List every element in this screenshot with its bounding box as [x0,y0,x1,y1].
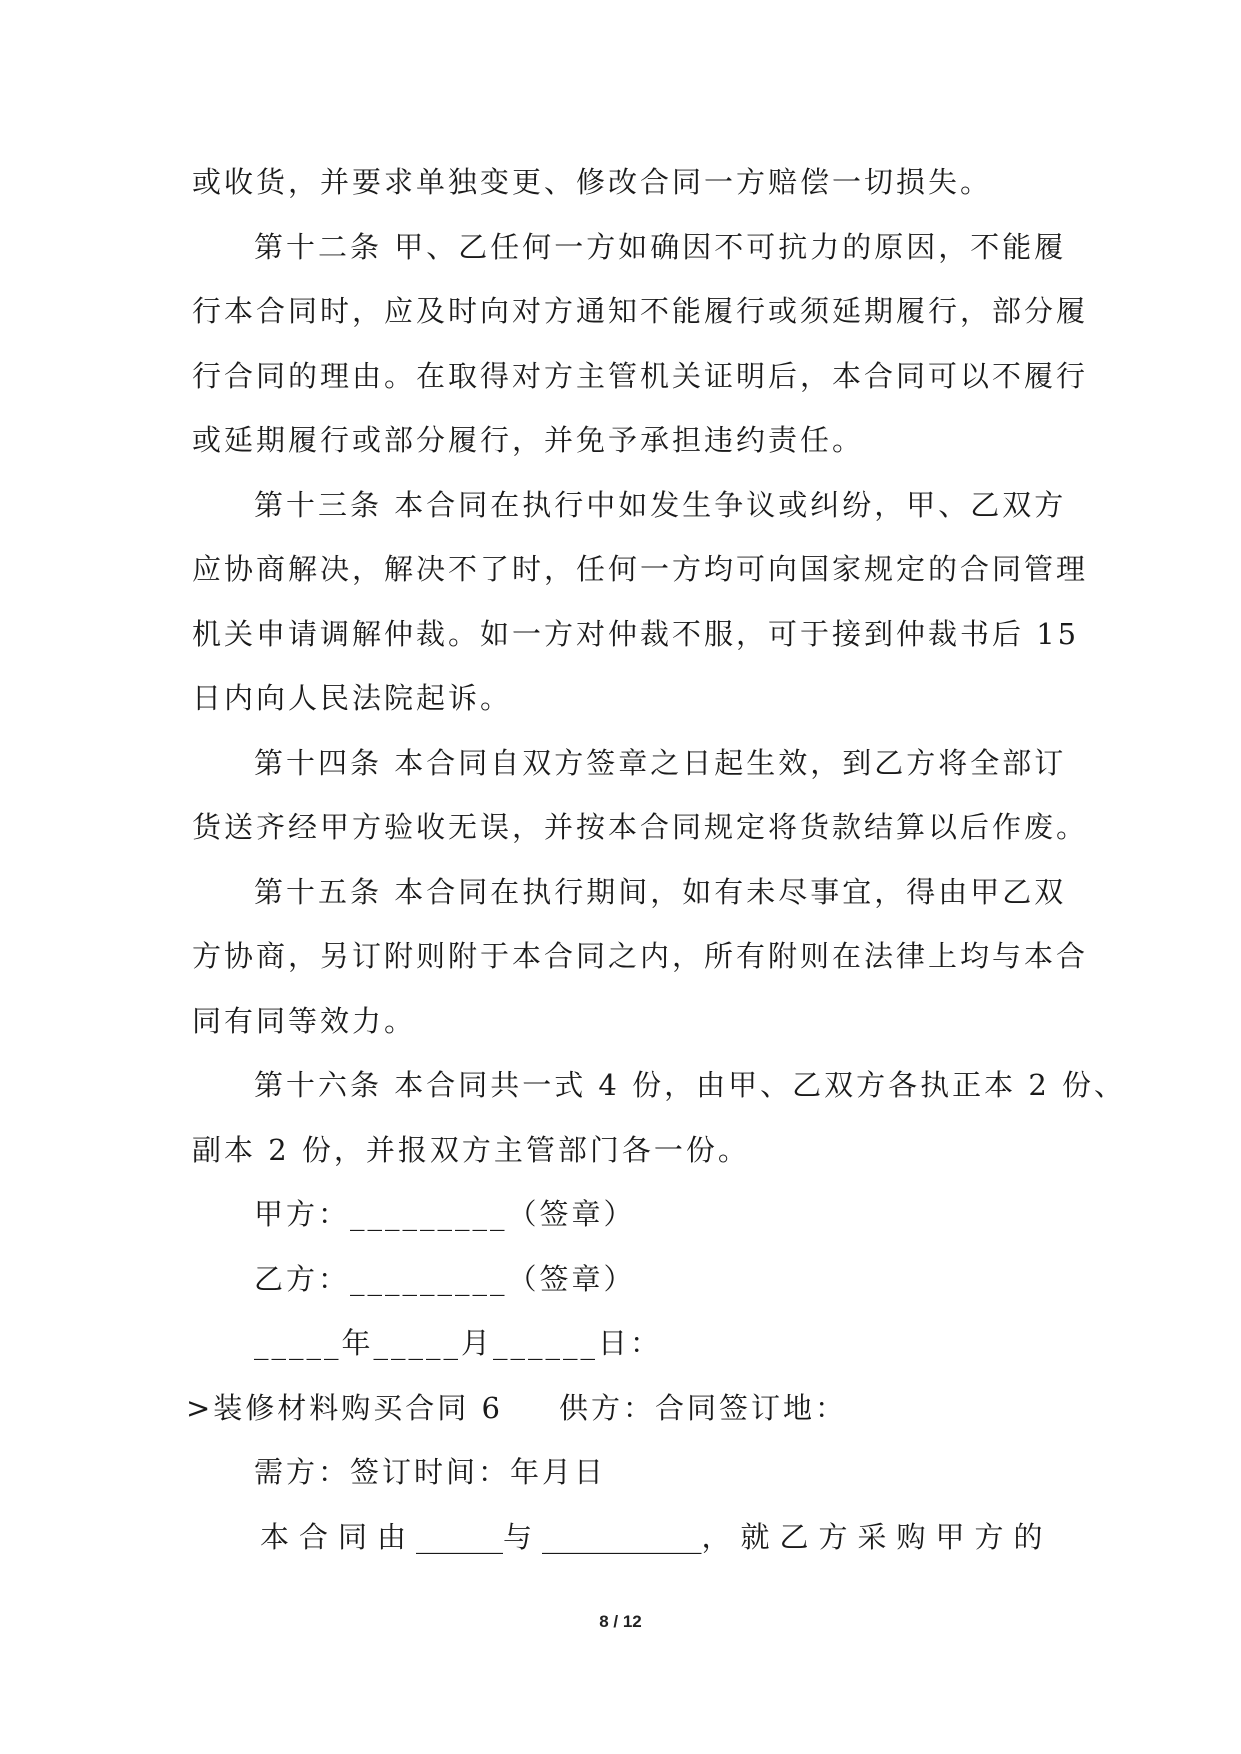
party-b-seal: （签章） [507,1261,636,1296]
paragraph-line: 方协商，另订附则附于本合同之内，所有附则在法律上均与本合 [192,939,1089,973]
clause-16-line: 第十六条 本合同共一式 4 份，由甲、乙双方各执正本 2 份、 [254,1068,1126,1102]
supplier-label: 供方：合同签订地： [558,1390,847,1425]
party-b-blank: _________ [350,1261,508,1296]
party-a-blank: _________ [350,1197,508,1231]
party-b-signature-line [192,1247,1072,1312]
paragraph-line: 或收货，并要求单独变更、修改合同一方赔偿一切损失。 [192,165,993,199]
page-number: 8 / 12 [599,1612,642,1631]
paragraph-line: 应协商解决，解决不了时，任何一方均可向国家规定的合同管理 [192,552,1089,586]
demander-line: 需方：签订时间：年月日 [254,1455,607,1489]
paragraph-line: 副本 2 份，并报双方主管部门各一份。 [192,1132,750,1167]
paragraph-line: 同有同等效力。 [192,1003,417,1038]
intro-line [192,1505,1072,1570]
clause-15-line: 第十五条 本合同在执行期间，如有未尽事宜，得由甲乙双 [254,874,1067,909]
clause-13-line: 第十三条 本合同在执行中如发生争议或纠纷，甲、乙双方 [254,487,1067,522]
intro-suffix: ，就乙方采购甲方的 [701,1519,1053,1554]
paragraph-line: 货送齐经甲方验收无误，并按本合同规定将货款结算以后作废。 [192,810,1089,844]
intro-mid: 与 [503,1519,543,1554]
day-label: 日： [598,1326,663,1360]
paragraph-line: 日内向人民法院起诉。 [192,681,513,715]
party-a-label: 甲方： [254,1197,351,1231]
month-blank: _____ [373,1326,462,1360]
year-blank: _____ [254,1326,342,1360]
party-a-signature-line [192,1182,1072,1247]
contract-body [186,150,1126,1569]
month-label: 月 [461,1326,494,1360]
next-contract-heading [186,1376,1072,1441]
clause-14-line: 第十四条 本合同自双方签章之日起生效，到乙方将全部订 [254,745,1067,780]
paragraph-line: 行本合同时，应及时向对方通知不能履行或须延期履行，部分履 [192,294,1089,328]
clause-12-line: 第十二条 甲、乙任何一方如确因不可抗力的原因，不能履 [254,229,1067,264]
paragraph-line: 机关申请调解仲裁。如一方对仲裁不服，可于接到仲裁书后 15 [192,616,1080,651]
day-blank: ______ [493,1326,599,1360]
intro-blank-1: ______ [416,1519,504,1554]
intro-prefix: 本合同由 [260,1519,417,1554]
party-b-label: 乙方： [254,1261,351,1296]
next-contract-title: >装修材料购买合同 6 [186,1390,503,1425]
paragraph-line: 行合同的理由。在取得对方主管机关证明后，本合同可以不履行 [192,358,1089,393]
party-a-seal: （签章） [507,1197,636,1231]
paragraph-line: 或延期履行或部分履行，并免予承担违约责任。 [192,423,865,457]
intro-blank-2: ___________ [542,1519,702,1554]
year-label: 年 [341,1326,374,1360]
date-line [192,1311,1072,1376]
